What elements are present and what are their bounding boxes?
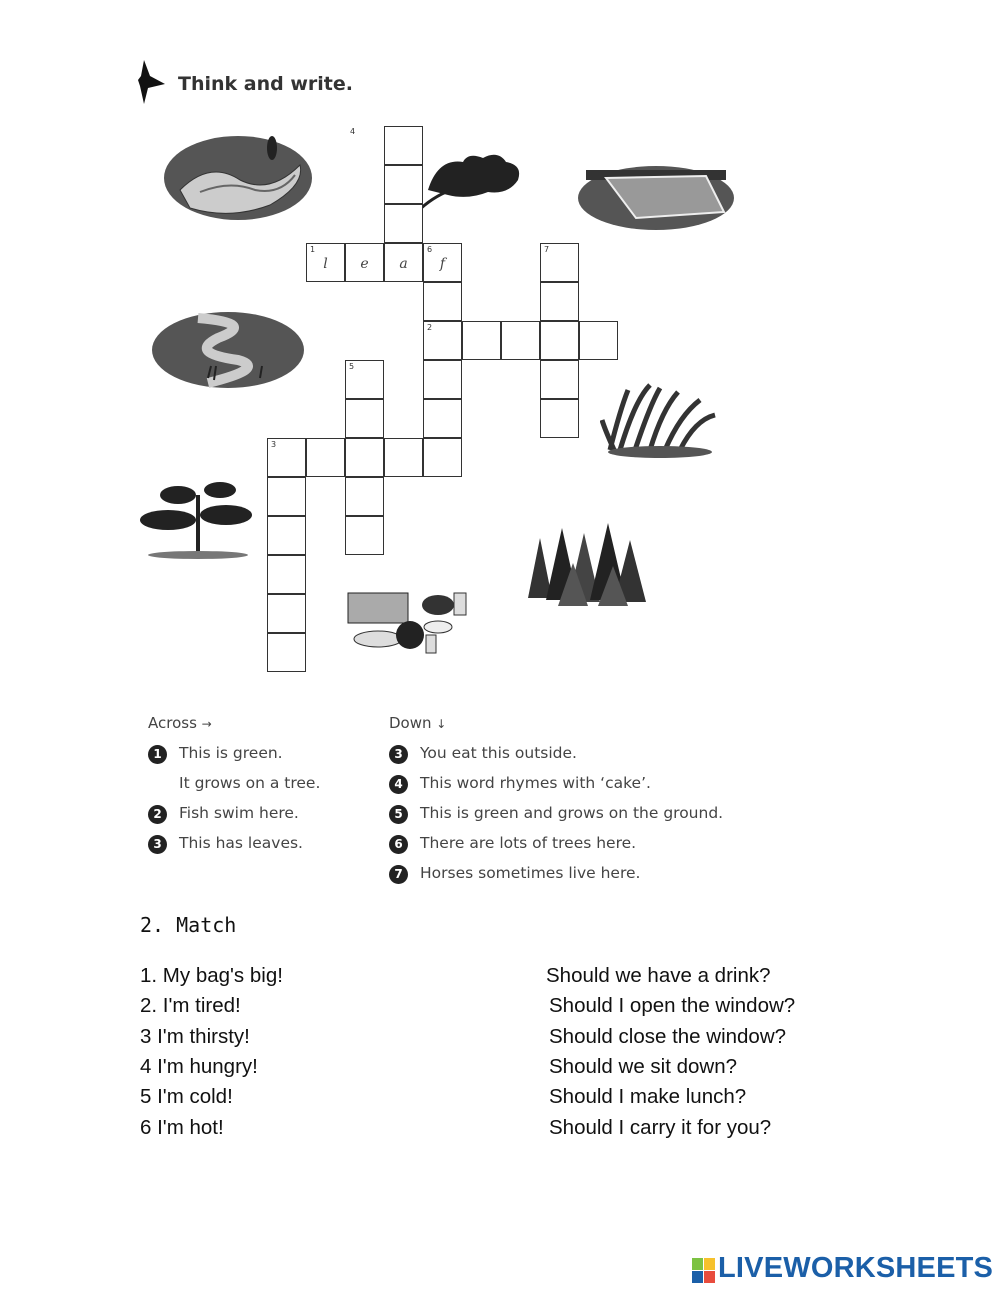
picnic-illustration: [342, 585, 474, 657]
crossword-cell[interactable]: [384, 438, 423, 477]
clue-text: You eat this outside.: [420, 744, 577, 762]
cell-letter: l: [323, 256, 328, 272]
cell-letter: e: [360, 256, 369, 272]
crossword-cell[interactable]: [345, 477, 384, 516]
match-left-item[interactable]: 6 I'm hot!: [140, 1115, 224, 1139]
leaf-illustration: [408, 150, 528, 220]
crossword-cell[interactable]: [462, 321, 501, 360]
clue-number: 7: [544, 245, 550, 254]
crossword-cell[interactable]: [423, 282, 462, 321]
crossword-cell[interactable]: [345, 243, 384, 282]
match-right-item[interactable]: Should close the window?: [549, 1024, 787, 1048]
match-left-item[interactable]: 1. My bag's big!: [140, 964, 283, 987]
match-right-item[interactable]: Should I open the window?: [549, 994, 796, 1018]
crossword-cell[interactable]: [267, 477, 306, 516]
across-heading: Across: [148, 714, 197, 732]
crossword-cell[interactable]: [579, 321, 618, 360]
clue-text: This word rhymes with ‘cake’.: [420, 774, 651, 792]
crossword-cell[interactable]: [384, 243, 423, 282]
crossword-cell[interactable]: [345, 516, 384, 555]
crossword-cell[interactable]: [540, 399, 579, 438]
clue-text: This is green.: [179, 744, 283, 762]
clue-number: 3: [271, 440, 277, 449]
crossword-cell[interactable]: [345, 438, 384, 477]
clue-text: Fish swim here.: [179, 804, 299, 822]
match-left-item[interactable]: 4 I'm hungry!: [140, 1054, 258, 1078]
crossword-cell[interactable]: [540, 282, 579, 321]
crossword-cell[interactable]: [423, 360, 462, 399]
crossword-cell[interactable]: [423, 321, 462, 360]
section-title: Think and write.: [178, 73, 353, 95]
clue-number-4: 4: [350, 127, 356, 136]
crossword-cell[interactable]: [540, 360, 579, 399]
crossword-cell[interactable]: [345, 360, 384, 399]
down-arrow-icon: ↓: [436, 717, 447, 731]
match-title: 2. Match: [140, 913, 237, 937]
clue-number-bullet: 5: [389, 805, 408, 824]
match-left-item[interactable]: 3 I'm thirsty!: [140, 1024, 250, 1048]
grass-illustration: [600, 380, 720, 458]
clue-number: 1: [310, 245, 316, 254]
cell-letter: f: [439, 256, 446, 272]
crossword-cell[interactable]: [306, 243, 345, 282]
clue-number: 5: [349, 362, 355, 371]
clue-text: Horses sometimes live here.: [420, 864, 641, 882]
field-illustration: [576, 160, 736, 232]
crossword-cell[interactable]: [306, 438, 345, 477]
crossword-cell[interactable]: [384, 126, 423, 165]
match-left-item[interactable]: 5 I'm cold!: [140, 1085, 233, 1109]
clue-number-bullet: 3: [389, 745, 408, 764]
liveworksheets-logo-text: LIVEWORKSHEETS: [718, 1252, 994, 1284]
crossword-cell[interactable]: [267, 594, 306, 633]
clue-number-bullet: 7: [389, 865, 408, 884]
crossword-cell[interactable]: [384, 204, 423, 243]
liveworksheets-logo-icon: [692, 1258, 716, 1292]
crossword-cell[interactable]: [423, 438, 462, 477]
crossword-cell[interactable]: [423, 399, 462, 438]
right-arrow-icon: →: [201, 717, 212, 731]
crossword-cell[interactable]: [384, 165, 423, 204]
crossword-cell[interactable]: [267, 438, 306, 477]
clue-number-bullet: 3: [148, 835, 167, 854]
clue-text: This is green and grows on the ground.: [420, 804, 724, 822]
clue-number-bullet: 1: [148, 745, 167, 764]
crossword-cell[interactable]: [345, 399, 384, 438]
clue-number: 6: [427, 245, 433, 254]
crossword-cell[interactable]: [540, 321, 579, 360]
clue-number-bullet: 6: [389, 835, 408, 854]
clue-number-bullet: 4: [389, 775, 408, 794]
match-right-item[interactable]: Should I carry it for you?: [549, 1115, 772, 1139]
match-left-item[interactable]: 2. I'm tired!: [140, 994, 241, 1018]
forest-illustration: [518, 518, 650, 608]
clue-text: This has leaves.: [179, 834, 303, 852]
match-right-item[interactable]: Should I make lunch?: [549, 1085, 747, 1109]
crossword-cell[interactable]: [540, 243, 579, 282]
crossword-cell[interactable]: [267, 555, 306, 594]
star-burst-icon: [138, 58, 168, 106]
pond-illustration: [160, 130, 320, 225]
plant-illustration: [138, 475, 256, 560]
crossword-cell[interactable]: [501, 321, 540, 360]
crossword-cell[interactable]: [267, 516, 306, 555]
clue-text: There are lots of trees here.: [420, 834, 637, 852]
clue-number-bullet: 2: [148, 805, 167, 824]
clue-text: It grows on a tree.: [179, 774, 321, 792]
match-right-item[interactable]: Should we sit down?: [549, 1054, 738, 1078]
crossword-cell[interactable]: [267, 633, 306, 672]
crossword-cell[interactable]: [423, 243, 462, 282]
cell-letter: a: [399, 256, 408, 272]
clue-number: 2: [427, 323, 433, 332]
down-heading: Down: [389, 714, 432, 732]
river-illustration: [148, 308, 308, 393]
match-right-item[interactable]: Should we have a drink?: [546, 964, 771, 987]
